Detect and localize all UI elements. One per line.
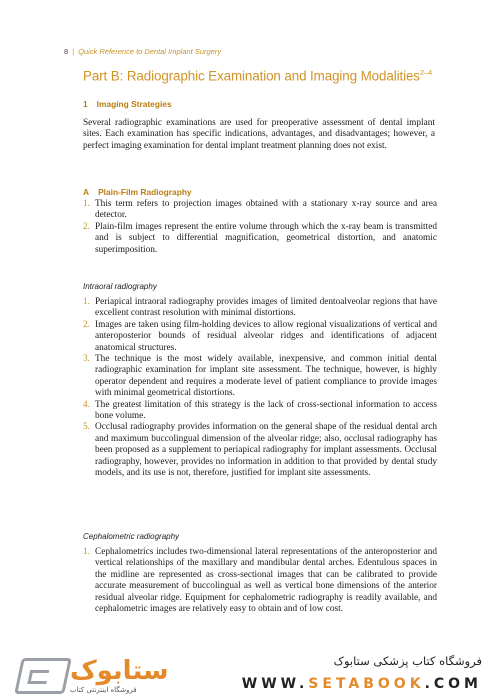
book-title: Quick Reference to Dental Implant Surgery	[78, 47, 222, 56]
url-suffix: .COM	[424, 676, 482, 692]
list-item	[83, 199, 437, 222]
list-item	[83, 422, 437, 479]
logo-mark-icon	[14, 658, 72, 694]
running-header	[64, 47, 221, 56]
subheading-intraoral: Intraoral radiography	[83, 282, 157, 291]
logo-tagline: فروشگاه اینترنتی کتاب	[70, 686, 137, 694]
list-text: The technique is the most widely available, inexpensive, and common initial dental radiographic examination for implant site assessment. The technique, however, is highly operator dependent and requires a moderate level of patient compliance to provide images with minimal geometrical distortions.	[95, 354, 437, 399]
page-number: 8	[64, 47, 69, 56]
list-text: Periapical intraoral radiography provides images of limited dentoalveolar regions that have excellent contrast resolution with minimal distortions.	[95, 297, 437, 319]
list-number: 5.	[83, 422, 90, 433]
section-heading-imaging-strategies	[83, 99, 172, 109]
list-item	[83, 297, 437, 320]
store-name: فروشگاه کتاب پزشکی ستابوک	[333, 654, 482, 668]
intraoral-list	[83, 297, 437, 480]
imaging-strategies-paragraph: Several radiographic examinations are used for preoperative assessment of dental implant sites. Each examination has specific indications, advantages, and disadvantages; however, a perfect imaging examination for dental implant treatment planning does not exist.	[83, 118, 435, 151]
list-item	[83, 320, 437, 354]
list-item	[83, 547, 437, 615]
header-separator: |	[72, 47, 75, 56]
list-text: Cephalometrics includes two-dimensional lateral representations of the anteroposterior and vertical relationships of the maxillary and mandibular dental arches. Edentulous spaces in the midline are represented as cross-sectional images that can be calibrated to provide accurate measurement of buccolingual as well as vertical bone dimensions of the anterior residual alveolar ridge. Equipment for cephalometric radiography is readily available, and cephalometric images are relatively easy to obtain and of low cost.	[95, 547, 437, 615]
list-text: Plain-film images represent the entire volume through which the x-ray beam is transmitted and is subject to differential magnification, geometrical distortion, and anatomic superimposition.	[95, 221, 437, 255]
url-prefix: WWW.	[241, 676, 309, 692]
url-accent: SETABOOK	[308, 676, 425, 692]
plain-film-list	[83, 199, 437, 256]
logo-wordmark: ستابوک	[70, 656, 169, 686]
list-text: The greatest limitation of this strategy is the lack of cross-sectional information to access bone volume.	[95, 399, 437, 422]
list-number: 4.	[83, 399, 90, 410]
list-item	[83, 400, 437, 423]
part-title	[83, 68, 432, 83]
list-number: 1.	[83, 199, 90, 209]
setabook-logo	[18, 656, 168, 696]
list-item	[83, 222, 437, 256]
part-title-text: Part B: Radiographic Examination and Imaging Modalities	[83, 68, 420, 84]
section-number: 1	[83, 99, 88, 109]
section-title: Imaging Strategies	[96, 99, 172, 109]
list-number: 2.	[83, 319, 90, 330]
list-text: Occlusal radiography provides information on the general shape of the residual dental arch and maximum buccolingual dimension of the alveolar ridge; also, occlusal radiography has been proposed as a supplement to periapical radiography for implant assessments. Occlusal radiography, however, provides no information in addition to that provided by dental study models, and its use is not, therefore, justified for implant site assessments.	[95, 422, 437, 479]
list-text: Images are taken using film-holding devices to allow regional visualizations of vertical and anteroposterior bounds of residual alveolar ridges and identifications of adjacent anatomical structures.	[95, 319, 437, 353]
section-title: Plain-Film Radiography	[98, 187, 192, 197]
subheading-cephalometric: Cephalometric radiography	[83, 532, 180, 541]
list-number: 2.	[83, 221, 90, 232]
list-item	[83, 354, 437, 400]
section-heading-plain-film	[83, 187, 192, 197]
list-number: 3.	[83, 354, 90, 365]
part-title-refs: 2–4	[419, 68, 433, 77]
cephalometric-list	[83, 547, 437, 615]
section-letter: A	[83, 187, 90, 197]
list-number: 1.	[83, 547, 90, 557]
store-url-link[interactable]	[242, 676, 482, 692]
list-number: 1.	[83, 297, 90, 307]
list-text: This term refers to projection images obtained with a stationary x-ray source and area detector.	[95, 199, 437, 221]
